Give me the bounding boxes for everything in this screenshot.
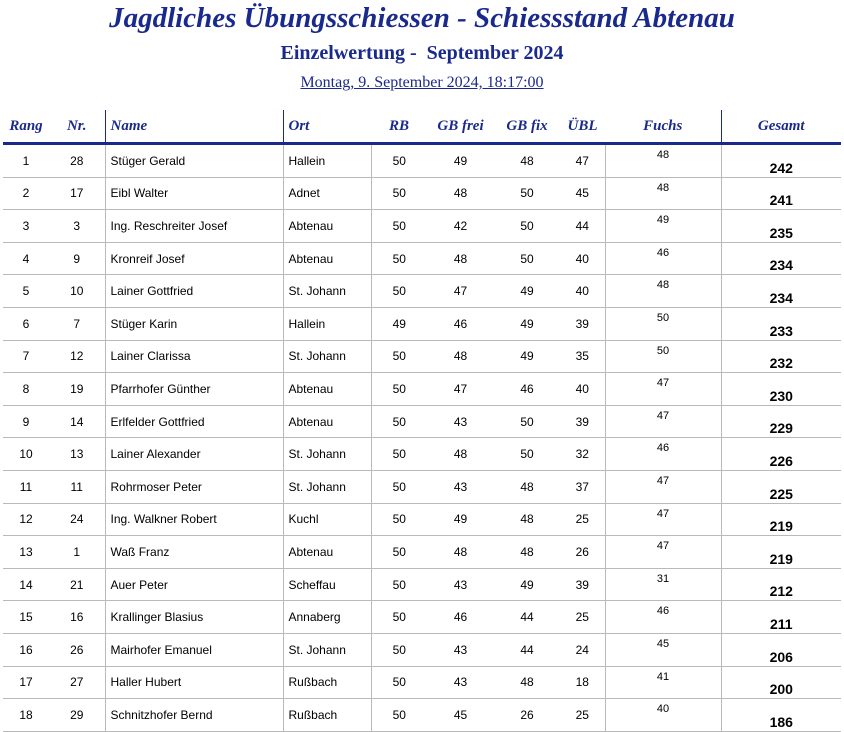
cell-gesamt: 230 bbox=[721, 373, 841, 406]
cell-gesamt: 232 bbox=[721, 340, 841, 373]
cell-rang: 12 bbox=[3, 503, 49, 536]
cell-ort: Kuchl bbox=[283, 503, 371, 536]
cell-gb-fix: 26 bbox=[494, 699, 560, 732]
cell-gb-frei: 48 bbox=[427, 438, 494, 471]
cell-nr: 12 bbox=[49, 340, 105, 373]
cell-fuchs: 49 bbox=[605, 210, 721, 243]
cell-ort: St. Johann bbox=[283, 340, 371, 373]
cell-name: Krallinger Blasius bbox=[105, 601, 283, 634]
cell-gb-frei: 47 bbox=[427, 373, 494, 406]
cell-rang: 11 bbox=[3, 470, 49, 503]
cell-fuchs: 48 bbox=[605, 177, 721, 210]
report-subtitle: Einzelwertung - September 2024 bbox=[280, 42, 564, 64]
cell-nr: 19 bbox=[49, 373, 105, 406]
cell-nr: 26 bbox=[49, 633, 105, 666]
cell-nr: 27 bbox=[49, 666, 105, 699]
cell-gb-frei: 43 bbox=[427, 633, 494, 666]
cell-ort: St. Johann bbox=[283, 275, 371, 308]
cell-uebl: 25 bbox=[560, 699, 605, 732]
cell-gesamt: 211 bbox=[721, 601, 841, 634]
col-header-gb-fix: GB fix bbox=[506, 117, 548, 134]
cell-nr: 9 bbox=[49, 242, 105, 275]
cell-name: Schnitzhofer Bernd bbox=[105, 699, 283, 732]
table-row bbox=[3, 536, 841, 569]
cell-gesamt: 234 bbox=[721, 242, 841, 275]
cell-fuchs: 46 bbox=[605, 438, 721, 471]
cell-gb-frei: 49 bbox=[427, 503, 494, 536]
cell-name: Kronreif Josef bbox=[105, 242, 283, 275]
cell-uebl: 26 bbox=[560, 536, 605, 569]
cell-uebl: 40 bbox=[560, 242, 605, 275]
cell-nr: 13 bbox=[49, 438, 105, 471]
col-header-ort: Ort bbox=[283, 110, 371, 144]
cell-gesamt: 241 bbox=[721, 177, 841, 210]
cell-nr: 1 bbox=[49, 536, 105, 569]
cell-rb: 50 bbox=[371, 601, 427, 634]
cell-fuchs: 41 bbox=[605, 666, 721, 699]
cell-rb: 49 bbox=[371, 307, 427, 340]
cell-uebl: 24 bbox=[560, 633, 605, 666]
cell-rang: 6 bbox=[3, 307, 49, 340]
cell-name: Pfarrhofer Günther bbox=[105, 373, 283, 406]
cell-gb-frei: 48 bbox=[427, 177, 494, 210]
cell-ort: Abtenau bbox=[283, 536, 371, 569]
cell-rang: 1 bbox=[3, 144, 49, 178]
cell-gb-fix: 48 bbox=[494, 666, 560, 699]
cell-rang: 8 bbox=[3, 373, 49, 406]
cell-uebl: 25 bbox=[560, 503, 605, 536]
cell-uebl: 47 bbox=[560, 144, 605, 178]
cell-name: Lainer Clarissa bbox=[105, 340, 283, 373]
table-row bbox=[3, 307, 841, 340]
cell-gesamt: 206 bbox=[721, 633, 841, 666]
cell-nr: 10 bbox=[49, 275, 105, 308]
cell-ort: Rußbach bbox=[283, 699, 371, 732]
cell-name: Lainer Gottfried bbox=[105, 275, 283, 308]
cell-gb-frei: 49 bbox=[427, 144, 494, 178]
cell-ort: Abtenau bbox=[283, 242, 371, 275]
cell-rb: 50 bbox=[371, 373, 427, 406]
cell-rang: 4 bbox=[3, 242, 49, 275]
cell-gb-fix: 49 bbox=[494, 307, 560, 340]
table-row bbox=[3, 373, 841, 406]
cell-gesamt: 226 bbox=[721, 438, 841, 471]
cell-gesamt: 229 bbox=[721, 405, 841, 438]
cell-rang: 10 bbox=[3, 438, 49, 471]
cell-uebl: 45 bbox=[560, 177, 605, 210]
cell-rb: 50 bbox=[371, 666, 427, 699]
cell-uebl: 37 bbox=[560, 470, 605, 503]
cell-fuchs: 48 bbox=[605, 144, 721, 178]
cell-rb: 50 bbox=[371, 503, 427, 536]
cell-gb-fix: 49 bbox=[494, 340, 560, 373]
cell-gesamt: 200 bbox=[721, 666, 841, 699]
cell-rb: 50 bbox=[371, 275, 427, 308]
table-row bbox=[3, 666, 841, 699]
cell-rb: 50 bbox=[371, 536, 427, 569]
cell-gb-frei: 47 bbox=[427, 275, 494, 308]
cell-name: Eibl Walter bbox=[105, 177, 283, 210]
table-row bbox=[3, 340, 841, 373]
cell-fuchs: 47 bbox=[605, 470, 721, 503]
cell-gb-frei: 48 bbox=[427, 242, 494, 275]
cell-gesamt: 235 bbox=[721, 210, 841, 243]
cell-ort: St. Johann bbox=[283, 633, 371, 666]
cell-rb: 50 bbox=[371, 340, 427, 373]
cell-name: Stüger Karin bbox=[105, 307, 283, 340]
cell-gb-frei: 43 bbox=[427, 470, 494, 503]
cell-uebl: 25 bbox=[560, 601, 605, 634]
cell-gesamt: 186 bbox=[721, 699, 841, 732]
cell-nr: 24 bbox=[49, 503, 105, 536]
cell-rang: 2 bbox=[3, 177, 49, 210]
cell-uebl: 32 bbox=[560, 438, 605, 471]
cell-rb: 50 bbox=[371, 242, 427, 275]
cell-rb: 50 bbox=[371, 699, 427, 732]
report-title: Jagdliches Übungsschiessen - Schiessstand Abtenau bbox=[109, 2, 735, 34]
cell-gesamt: 219 bbox=[721, 503, 841, 536]
cell-name: Ing. Walkner Robert bbox=[105, 503, 283, 536]
cell-nr: 7 bbox=[49, 307, 105, 340]
cell-ort: Hallein bbox=[283, 307, 371, 340]
cell-uebl: 40 bbox=[560, 373, 605, 406]
cell-gb-fix: 48 bbox=[494, 536, 560, 569]
cell-nr: 21 bbox=[49, 568, 105, 601]
col-header-uebl: ÜBL bbox=[567, 117, 598, 134]
col-header-rb: RB bbox=[388, 117, 409, 134]
cell-rang: 3 bbox=[3, 210, 49, 243]
cell-fuchs: 46 bbox=[605, 601, 721, 634]
cell-gesamt: 219 bbox=[721, 536, 841, 569]
cell-gb-frei: 43 bbox=[427, 666, 494, 699]
cell-gb-fix: 50 bbox=[494, 177, 560, 210]
cell-rang: 7 bbox=[3, 340, 49, 373]
cell-rang: 18 bbox=[3, 699, 49, 732]
cell-gb-fix: 50 bbox=[494, 438, 560, 471]
table-row bbox=[3, 503, 841, 536]
cell-name: Erlfelder Gottfried bbox=[105, 405, 283, 438]
cell-nr: 17 bbox=[49, 177, 105, 210]
cell-uebl: 44 bbox=[560, 210, 605, 243]
cell-name: Mairhofer Emanuel bbox=[105, 633, 283, 666]
cell-gb-fix: 48 bbox=[494, 503, 560, 536]
cell-rb: 50 bbox=[371, 633, 427, 666]
cell-gb-fix: 49 bbox=[494, 568, 560, 601]
results-table bbox=[3, 110, 841, 732]
cell-gb-fix: 46 bbox=[494, 373, 560, 406]
cell-ort: Scheffau bbox=[283, 568, 371, 601]
cell-rb: 50 bbox=[371, 405, 427, 438]
cell-ort: St. Johann bbox=[283, 470, 371, 503]
cell-ort: Abtenau bbox=[283, 210, 371, 243]
cell-ort: Abtenau bbox=[283, 405, 371, 438]
cell-gb-fix: 44 bbox=[494, 601, 560, 634]
cell-name: Haller Hubert bbox=[105, 666, 283, 699]
results-body bbox=[3, 144, 841, 732]
table-row bbox=[3, 568, 841, 601]
col-header-name: Name bbox=[105, 110, 283, 144]
cell-name: Stüger Gerald bbox=[105, 144, 283, 178]
table-row bbox=[3, 470, 841, 503]
cell-gb-frei: 48 bbox=[427, 536, 494, 569]
cell-fuchs: 31 bbox=[605, 568, 721, 601]
cell-uebl: 39 bbox=[560, 307, 605, 340]
cell-rang: 5 bbox=[3, 275, 49, 308]
cell-gesamt: 225 bbox=[721, 470, 841, 503]
cell-uebl: 39 bbox=[560, 405, 605, 438]
cell-gb-fix: 44 bbox=[494, 633, 560, 666]
cell-gb-frei: 45 bbox=[427, 699, 494, 732]
cell-fuchs: 50 bbox=[605, 340, 721, 373]
col-header-nr: Nr. bbox=[66, 117, 87, 134]
cell-gb-frei: 42 bbox=[427, 210, 494, 243]
col-header-gb-frei: GB frei bbox=[437, 117, 484, 134]
cell-ort: Rußbach bbox=[283, 666, 371, 699]
col-header-gesamt: Gesamt bbox=[721, 110, 841, 144]
cell-rb: 50 bbox=[371, 470, 427, 503]
cell-rb: 50 bbox=[371, 210, 427, 243]
table-row bbox=[3, 242, 841, 275]
cell-uebl: 18 bbox=[560, 666, 605, 699]
cell-fuchs: 48 bbox=[605, 275, 721, 308]
cell-gb-frei: 46 bbox=[427, 601, 494, 634]
cell-name: Lainer Alexander bbox=[105, 438, 283, 471]
cell-ort: Abtenau bbox=[283, 373, 371, 406]
cell-gb-frei: 48 bbox=[427, 340, 494, 373]
table-row bbox=[3, 275, 841, 308]
table-header-row bbox=[3, 110, 841, 144]
cell-gb-frei: 43 bbox=[427, 568, 494, 601]
cell-nr: 28 bbox=[49, 144, 105, 178]
cell-gesamt: 234 bbox=[721, 275, 841, 308]
cell-fuchs: 47 bbox=[605, 536, 721, 569]
cell-nr: 29 bbox=[49, 699, 105, 732]
cell-fuchs: 45 bbox=[605, 633, 721, 666]
cell-gb-frei: 43 bbox=[427, 405, 494, 438]
table-row bbox=[3, 405, 841, 438]
cell-nr: 14 bbox=[49, 405, 105, 438]
cell-nr: 16 bbox=[49, 601, 105, 634]
cell-rb: 50 bbox=[371, 568, 427, 601]
table-row bbox=[3, 144, 841, 178]
cell-rang: 17 bbox=[3, 666, 49, 699]
cell-ort: Adnet bbox=[283, 177, 371, 210]
cell-gb-fix: 49 bbox=[494, 275, 560, 308]
cell-rang: 14 bbox=[3, 568, 49, 601]
cell-rb: 50 bbox=[371, 144, 427, 178]
cell-gesamt: 212 bbox=[721, 568, 841, 601]
table-row bbox=[3, 177, 841, 210]
report-datetime: Montag, 9. September 2024, 18:17:00 bbox=[300, 74, 544, 91]
cell-fuchs: 47 bbox=[605, 503, 721, 536]
cell-ort: St. Johann bbox=[283, 438, 371, 471]
cell-gesamt: 242 bbox=[721, 144, 841, 178]
cell-ort: Annaberg bbox=[283, 601, 371, 634]
cell-fuchs: 47 bbox=[605, 405, 721, 438]
cell-rb: 50 bbox=[371, 177, 427, 210]
table-row bbox=[3, 601, 841, 634]
cell-uebl: 40 bbox=[560, 275, 605, 308]
cell-fuchs: 46 bbox=[605, 242, 721, 275]
cell-rang: 16 bbox=[3, 633, 49, 666]
cell-nr: 3 bbox=[49, 210, 105, 243]
cell-nr: 11 bbox=[49, 470, 105, 503]
cell-gesamt: 233 bbox=[721, 307, 841, 340]
cell-rang: 9 bbox=[3, 405, 49, 438]
cell-gb-frei: 46 bbox=[427, 307, 494, 340]
cell-ort: Hallein bbox=[283, 144, 371, 178]
cell-name: Waß Franz bbox=[105, 536, 283, 569]
cell-rang: 13 bbox=[3, 536, 49, 569]
cell-gb-fix: 48 bbox=[494, 470, 560, 503]
table-row bbox=[3, 210, 841, 243]
cell-fuchs: 47 bbox=[605, 373, 721, 406]
cell-gb-fix: 48 bbox=[494, 144, 560, 178]
cell-name: Ing. Reschreiter Josef bbox=[105, 210, 283, 243]
cell-name: Auer Peter bbox=[105, 568, 283, 601]
cell-gb-fix: 50 bbox=[494, 210, 560, 243]
cell-uebl: 39 bbox=[560, 568, 605, 601]
report-datetime-container bbox=[0, 74, 844, 92]
table-row bbox=[3, 699, 841, 732]
cell-uebl: 35 bbox=[560, 340, 605, 373]
table-row bbox=[3, 633, 841, 666]
col-header-rang: Rang bbox=[9, 117, 43, 134]
cell-rb: 50 bbox=[371, 438, 427, 471]
cell-fuchs: 50 bbox=[605, 307, 721, 340]
cell-name: Rohrmoser Peter bbox=[105, 470, 283, 503]
cell-gb-fix: 50 bbox=[494, 405, 560, 438]
cell-fuchs: 40 bbox=[605, 699, 721, 732]
cell-rang: 15 bbox=[3, 601, 49, 634]
col-header-fuchs: Fuchs bbox=[643, 117, 683, 134]
table-row bbox=[3, 438, 841, 471]
cell-gb-fix: 50 bbox=[494, 242, 560, 275]
